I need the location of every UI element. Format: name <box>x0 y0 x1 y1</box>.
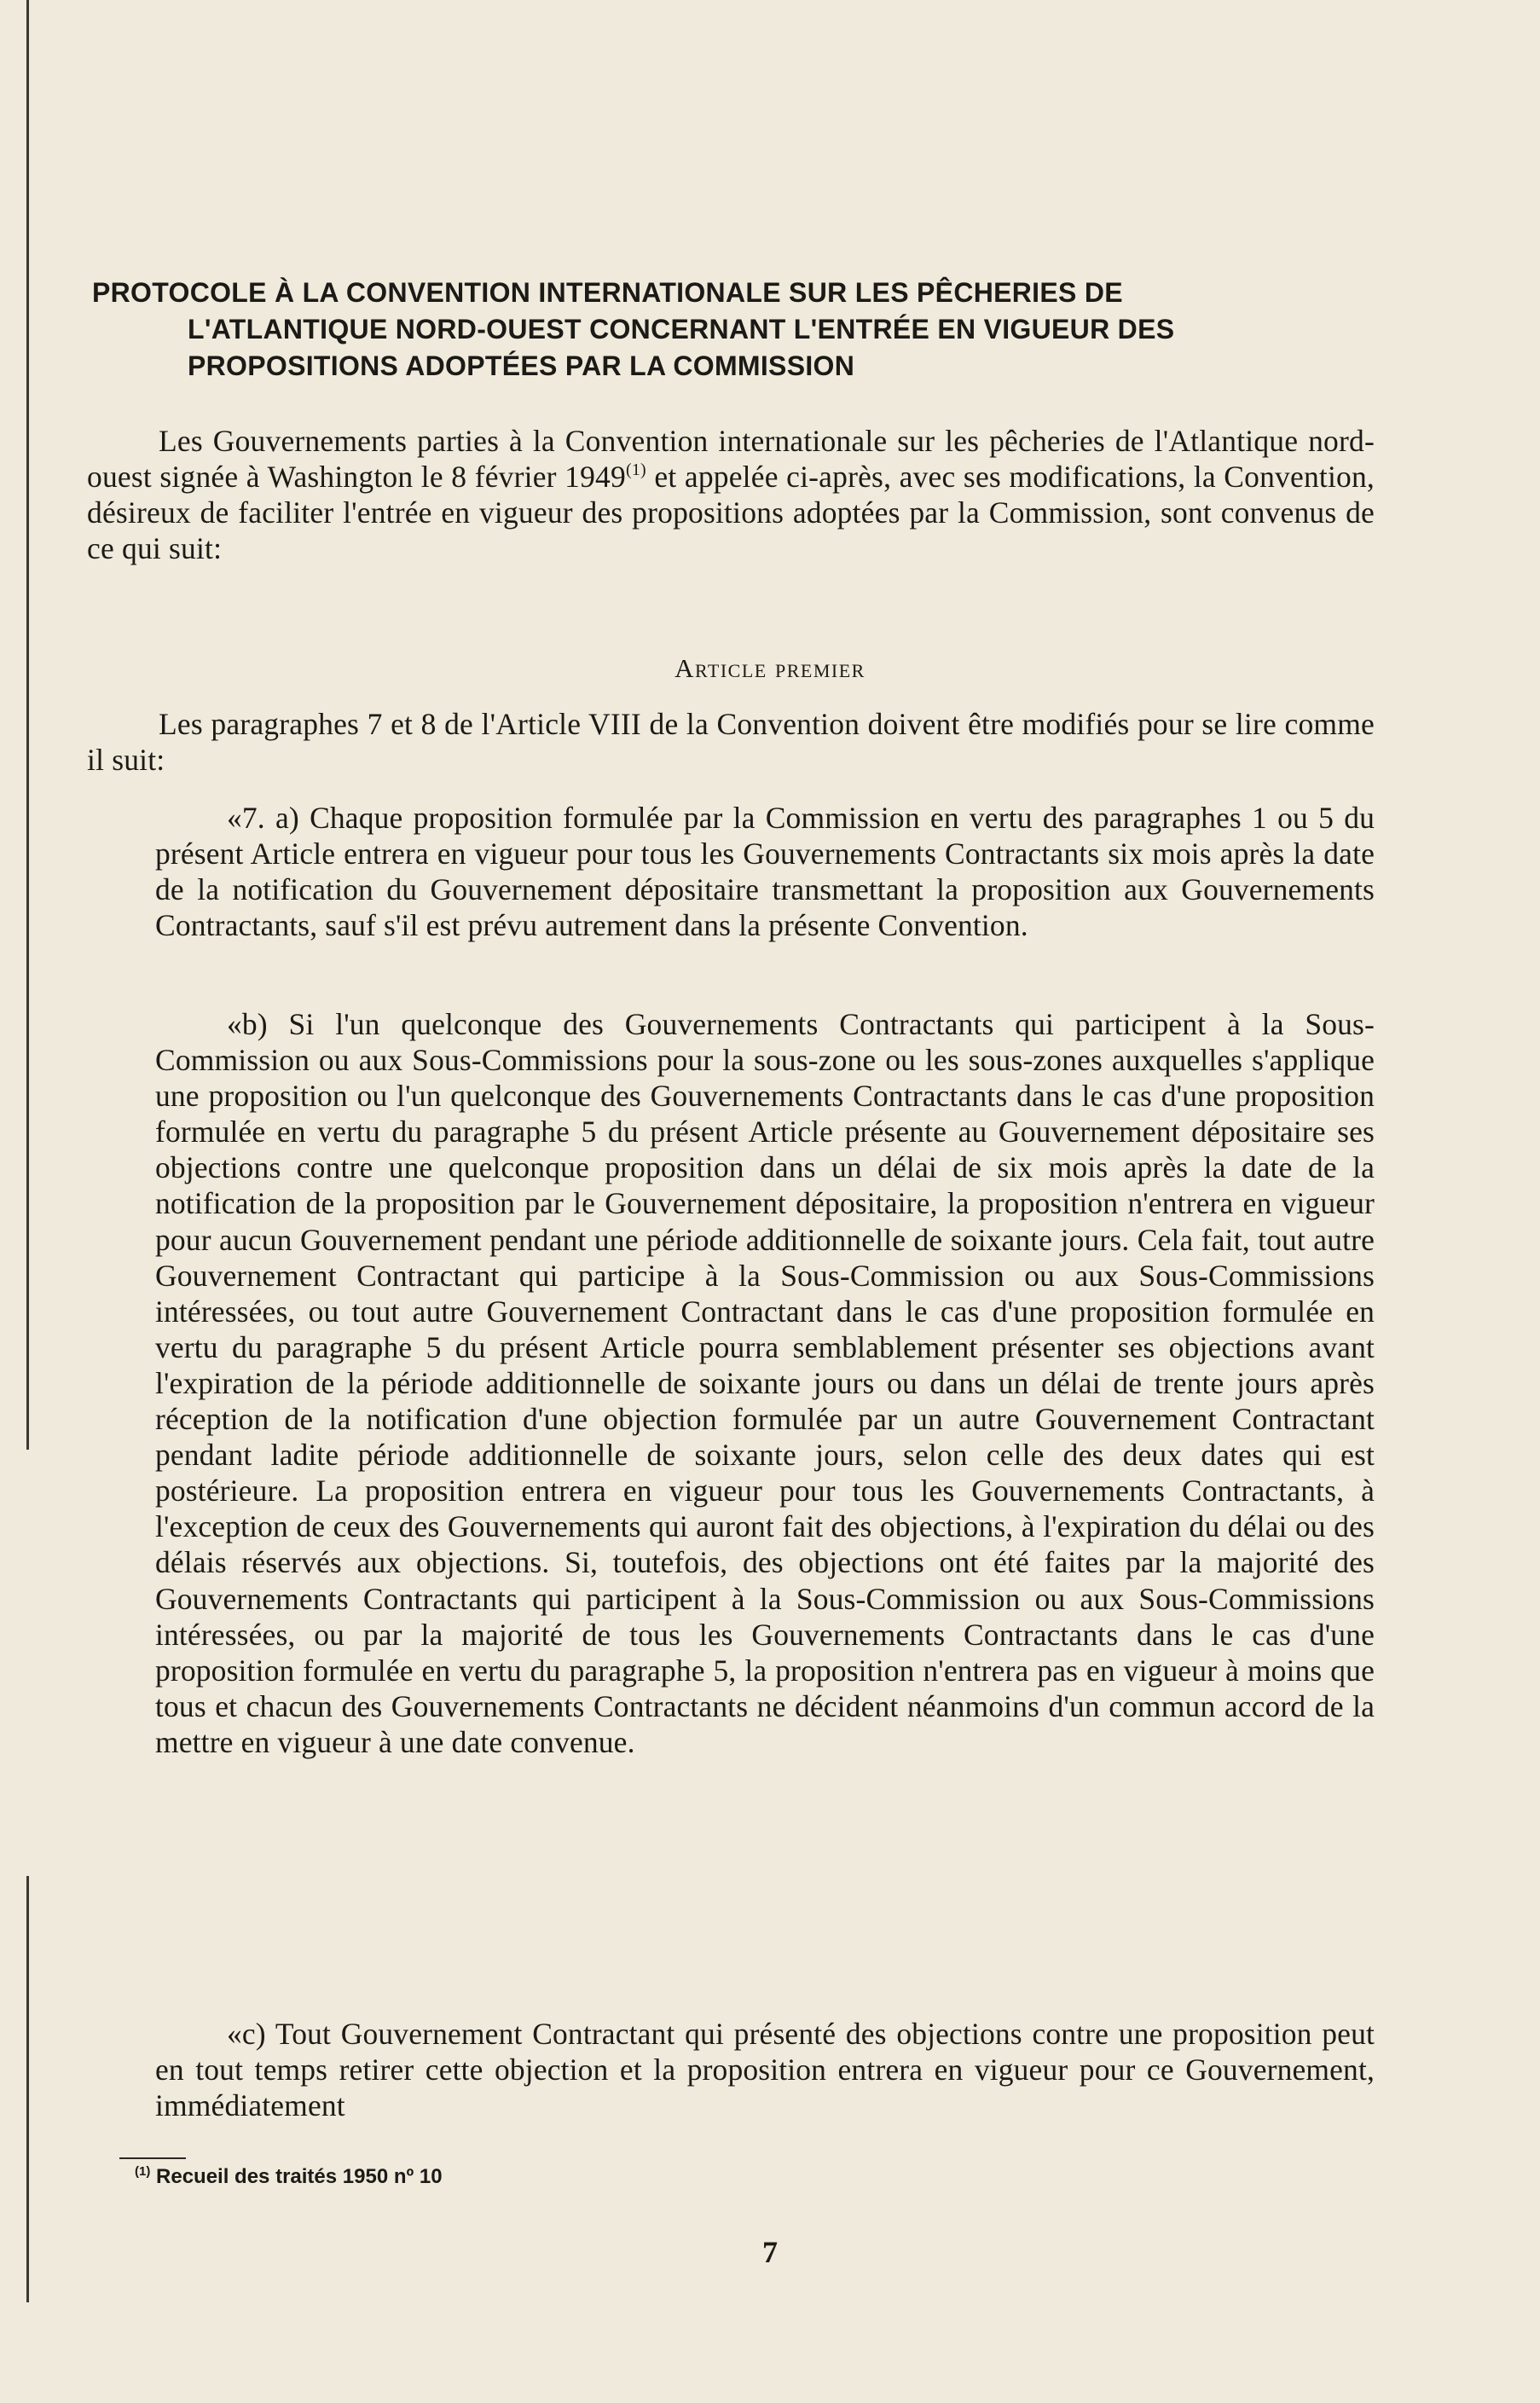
margin-binding-mark <box>26 0 29 1450</box>
title-line-2: L'ATLANTIQUE NORD-OUEST CONCERNANT L'ENTRÉE EN VIGUEUR DES <box>188 314 1175 345</box>
protocol-title <box>92 275 1388 385</box>
paragraph-7a-text: Chaque proposition formulée par la Commission en vertu des paragraphes 1 ou 5 du présent Article entrera en vigueur pour tous les Gouvernements Contractants six mois après la date de la notification du Gouvernement dépositaire transmettant la proposition aux Gouvernements Contractants, sauf s'il est prévu autrement dans la présente Convention. <box>155 801 1375 943</box>
footnote-divider <box>119 2157 186 2159</box>
footnote <box>135 2164 443 2189</box>
paragraph-b-text: Si l'un quelconque des Gouvernements Contractants qui participent à la Sous-Commission ou aux Sous-Commissions pour la sous-zone ou les sous-zones auxquelles s'applique une proposition ou l'un quelconque des Gouvernements Contractants dans le cas d'une proposition formulée en vertu du paragraphe 5 du présent Article présente au Gouvernement dépositaire ses objections contre une quelconque proposition dans un délai de six mois après la date de la notification de la proposition par le Gouvernement dépositaire, la proposition n'entrera en vigueur pour aucun Gouvernement pendant une période additionnelle de soixante jours. Cela fait, tout autre Gouvernement Contractant qui participe à la Sous-Commission ou aux Sous-Commissions intéressées, ou tout autre Gouvernement Contractant dans le cas d'une proposition formulée en vertu du paragraphe 5 du présent Article pourra semblablement présenter ses objections avant l'expiration de la période additionnelle de soixante jours ou dans un délai de trente jours après réception de la notification d'une objection formulée par un autre Gouvernement Contractant pendant ladite période additionnelle de soixante jours, selon celle des deux dates qui est postérieure. La proposition entrera en vigueur pour tous les Gouvernements Contractants, à l'exception de ceux des Gouvernements qui auront fait des objections, à l'expiration du délai ou des délais réservés aux objections. Si, toutefois, des objections ont été faites par la majorité des Gouvernements Contractants qui participent à la Sous-Commission ou aux Sous-Commissions intéressées, ou par la majorité de tous les Gouvernements Contractants dans le cas d'une proposition formulée en vertu du paragraphe 5, la proposition n'entrera pas en vigueur à moins que tous et chacun des Gouvernements Contractants ne décident néanmoins d'un commun accord de la mettre en vigueur à une date convenue. <box>155 1007 1375 1759</box>
preamble <box>87 423 1375 566</box>
paragraph-7a <box>155 800 1375 943</box>
title-line-3: PROPOSITIONS ADOPTÉES PAR LA COMMISSION <box>188 350 855 381</box>
article-heading: Article premier <box>674 653 866 683</box>
paragraph-b-label: «b) <box>227 1007 268 1041</box>
paragraph-b <box>155 1006 1375 1760</box>
paragraph-c <box>155 2016 1375 2123</box>
footnote-reference: (1) <box>625 460 646 479</box>
preamble-text-1: Les Gouvernements parties à la Convention internationale sur les pêcheries de l'Atlantique nord-ouest signée à Washington le 8 février 1949 <box>87 424 1375 494</box>
paragraph-c-label: «c) <box>227 2017 266 2051</box>
page-number: 7 <box>762 2235 778 2269</box>
preamble-paragraph <box>87 423 1375 566</box>
article-intro-text: Les paragraphes 7 et 8 de l'Article VIII de la Convention doivent être modifiés pour se lire comme il suit: <box>87 707 1375 777</box>
preamble-text-2: et appelée ci-après, avec ses modifications, la Convention, désireux de faciliter l'entrée en vigueur des propositions adoptées par la Commission, sont convenus de ce qui suit: <box>87 460 1375 565</box>
paragraph-c-text: Tout Gouvernement Contractant qui présenté des objections contre une proposition peut en tout temps retirer cette objection et la proposition entrera en vigueur pour ce Gouvernement, immédiatement <box>155 2017 1375 2123</box>
paragraph-7a-label: «7. a) <box>227 801 299 835</box>
article-intro <box>87 706 1375 778</box>
footnote-marker: (1) <box>135 2164 151 2179</box>
footnote-text: Recueil des traités 1950 nº 10 <box>150 2165 443 2188</box>
title-line-1: PROTOCOLE À LA CONVENTION INTERNATIONALE SUR LES PÊCHERIES DE <box>92 277 1123 308</box>
